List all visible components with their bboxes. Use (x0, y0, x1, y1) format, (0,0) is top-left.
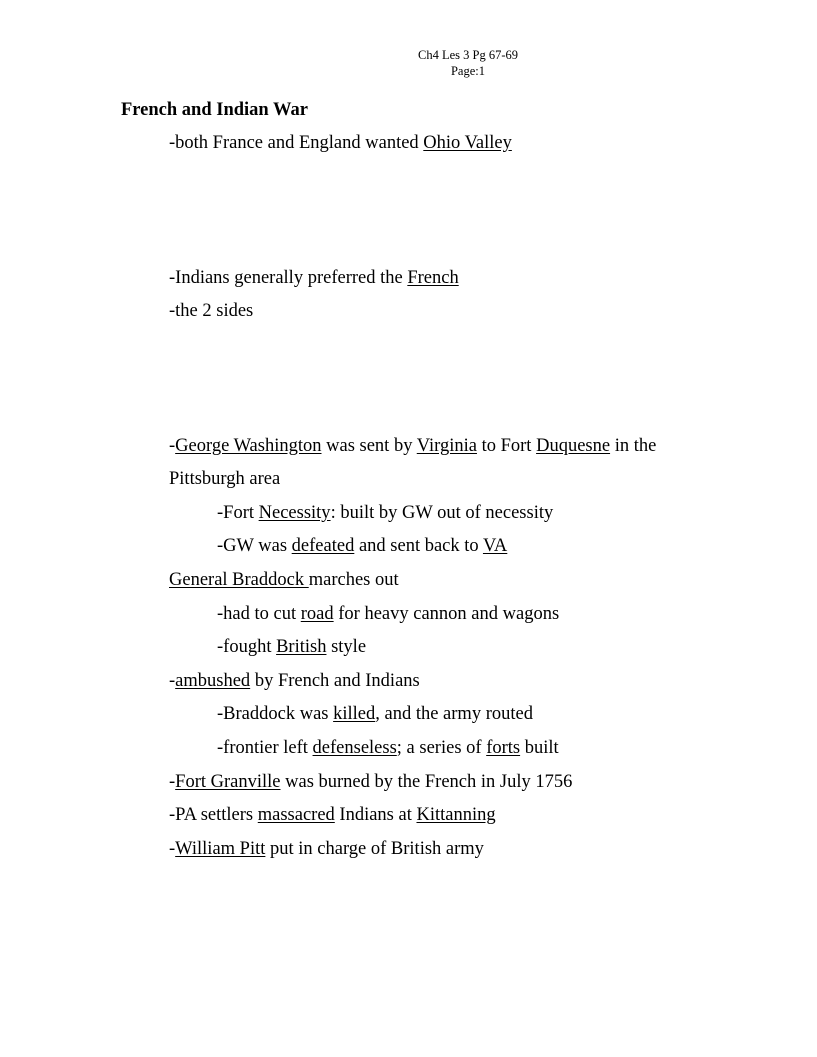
underlined-term: forts (486, 738, 521, 758)
text-segment: was sent by (321, 436, 417, 456)
note-line (169, 837, 484, 861)
text-segment: was burned by the French in July 1756 (280, 772, 573, 792)
underlined-term: Duquesne (536, 436, 611, 456)
text-segment: to Fort (476, 436, 537, 456)
note-line-indented (217, 702, 533, 726)
underlined-term: William Pitt (175, 839, 266, 859)
text-segment: -both France and England wanted (169, 133, 424, 153)
underlined-term: VA (482, 536, 508, 556)
note-line (169, 669, 420, 693)
underlined-term: Kittanning (416, 805, 496, 825)
underlined-term: killed (333, 704, 376, 724)
underlined-term: Fort Granville (175, 772, 281, 792)
underlined-term: Ohio Valley (423, 133, 512, 153)
text-segment: : built by GW out of necessity (330, 503, 554, 523)
text-segment: ; a series of (396, 738, 487, 758)
text-segment: -the 2 sides (169, 301, 254, 321)
note-line-indented (217, 501, 553, 525)
note-line (169, 568, 399, 592)
note-line (169, 434, 656, 458)
underlined-term: French (407, 268, 459, 288)
underlined-term: defenseless (312, 738, 397, 758)
text-segment: built (520, 738, 559, 758)
underlined-term: Virginia (416, 436, 477, 456)
text-segment: -Fort (217, 503, 259, 523)
text-segment: and sent back to (354, 536, 483, 556)
note-line-indented (217, 736, 559, 760)
underlined-term: Necessity (258, 503, 331, 523)
text-segment: by French and Indians (250, 671, 420, 691)
note-line (169, 770, 572, 794)
text-segment: marches out (308, 570, 399, 590)
note-line-indented (217, 635, 366, 659)
note-line (169, 299, 253, 323)
text-segment: -frontier left (217, 738, 313, 758)
text-segment: - (169, 436, 176, 456)
note-line (169, 803, 496, 827)
note-line (169, 266, 459, 290)
text-segment: - (169, 839, 176, 859)
text-segment: , and the army routed (375, 704, 533, 724)
text-segment: style (326, 637, 367, 657)
page-header-lesson: Ch4 Les 3 Pg 67-69 (418, 48, 518, 62)
underlined-term: defeated (291, 536, 355, 556)
underlined-term: George Washington (175, 436, 322, 456)
note-line (169, 131, 512, 155)
note-line (169, 467, 280, 491)
text-segment: -fought (217, 637, 277, 657)
document-title: French and Indian War (121, 100, 308, 120)
page-header-page-number: Page:1 (450, 64, 486, 78)
note-line-indented (217, 534, 507, 558)
underlined-term: road (300, 604, 334, 624)
text-segment: - (169, 772, 176, 792)
underlined-term: General Braddock (169, 570, 309, 590)
text-segment: -PA settlers (169, 805, 258, 825)
text-segment: -Braddock was (217, 704, 334, 724)
text-segment: in the (610, 436, 657, 456)
text-segment: Indians at (334, 805, 417, 825)
underlined-term: massacred (257, 805, 335, 825)
text-segment: put in charge of British army (265, 839, 484, 859)
note-line-indented (217, 602, 559, 626)
text-segment: - (169, 671, 176, 691)
underlined-term: British (276, 637, 327, 657)
text-segment: -GW was (217, 536, 292, 556)
underlined-term: ambushed (175, 671, 251, 691)
text-segment: -Indians generally preferred the (169, 268, 408, 288)
text-segment: Pittsburgh area (169, 469, 281, 489)
text-segment: for heavy cannon and wagons (333, 604, 560, 624)
text-segment: -had to cut (217, 604, 301, 624)
